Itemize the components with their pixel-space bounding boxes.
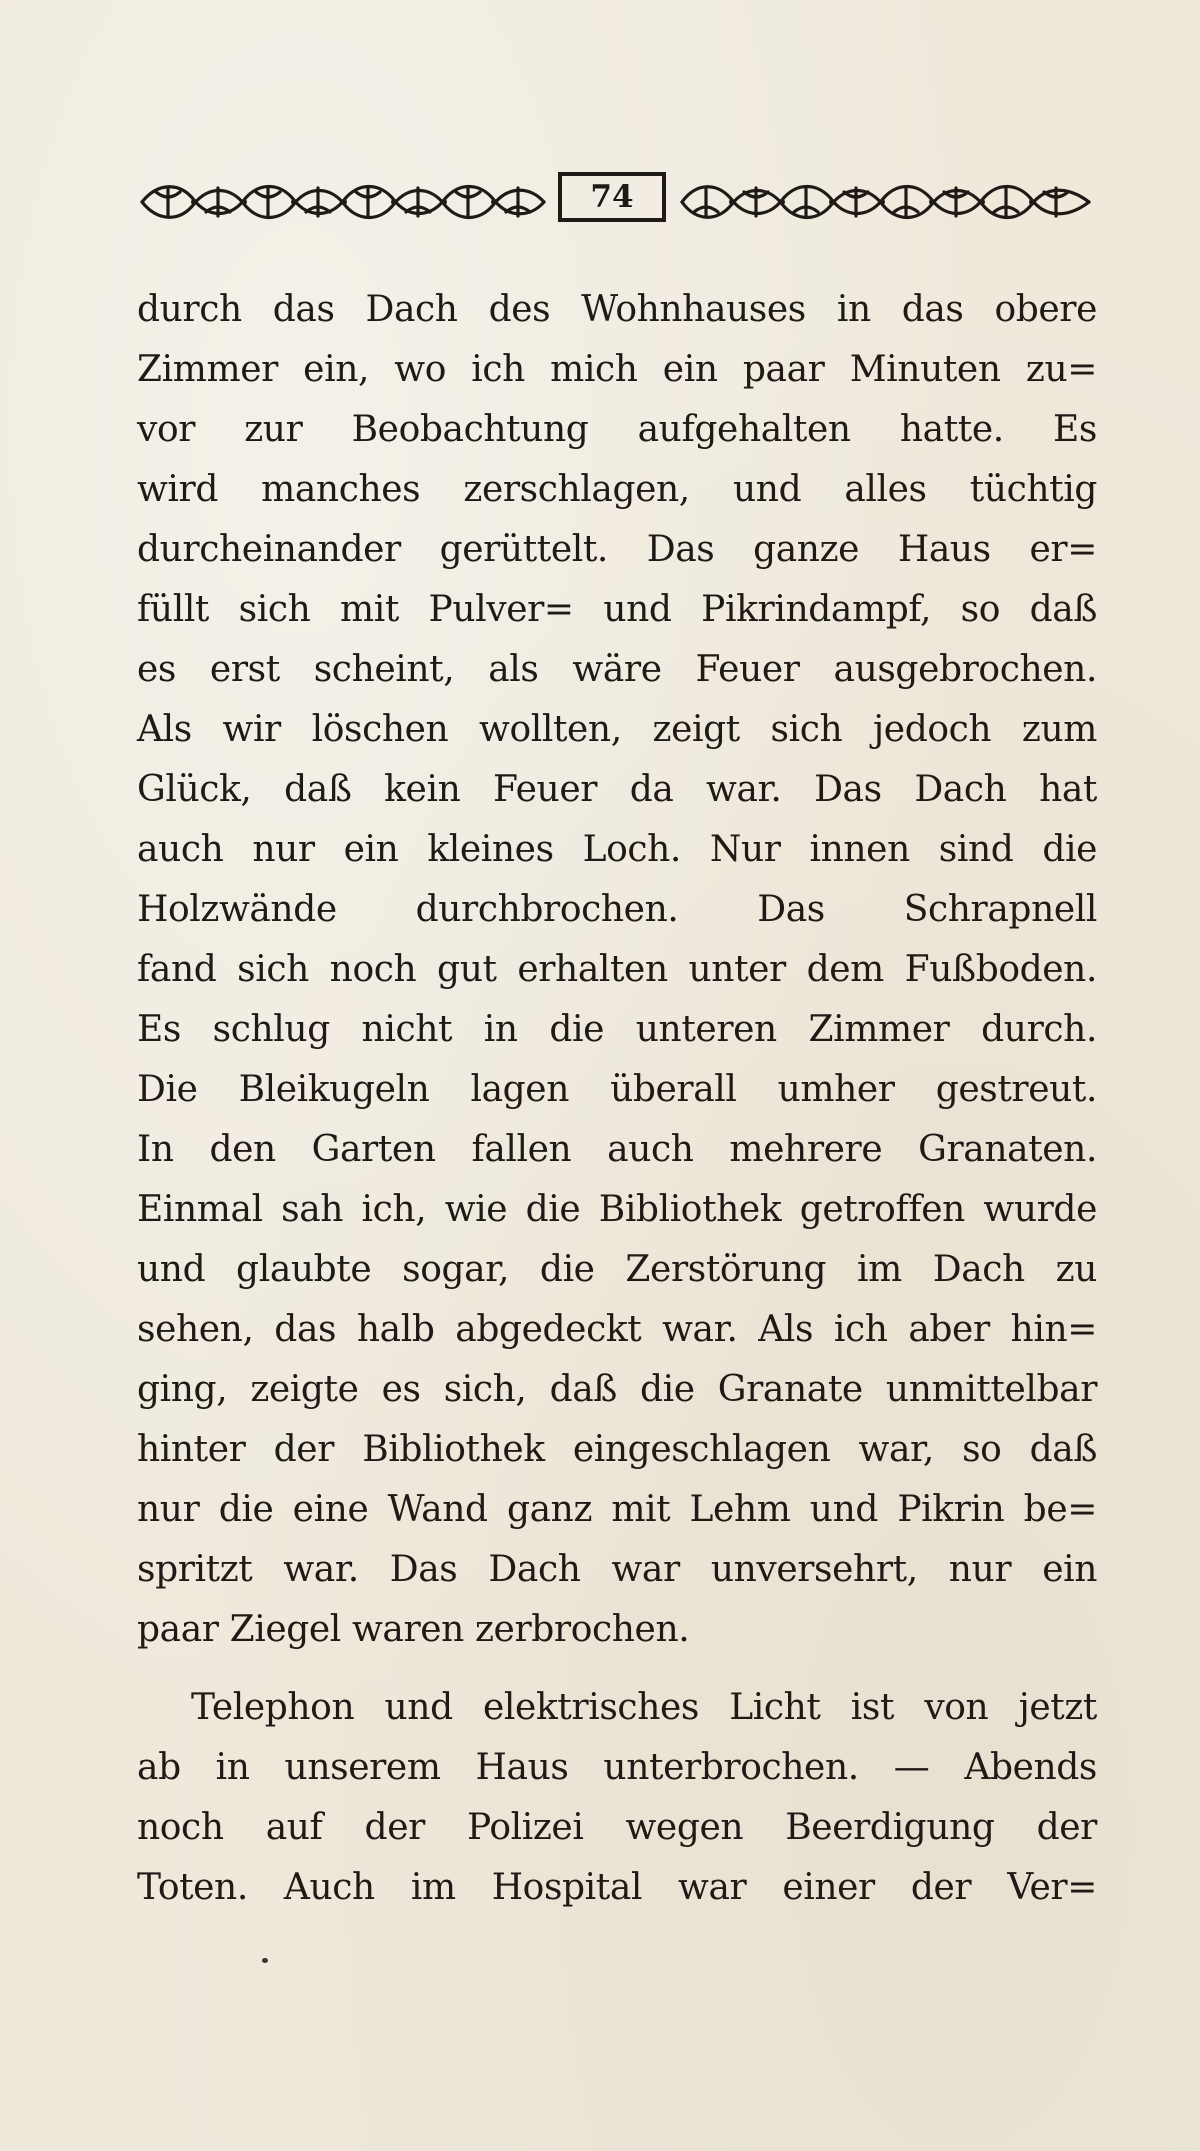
text-line: spritzt war. Das Dach war unversehrt, nur ein [137,1549,1097,1590]
text-line: noch auf der Polizei wegen Beerdigung der [137,1807,1097,1848]
text-line: ab in unserem Haus unterbrochen. — Abends [137,1747,1097,1788]
text-line: Zimmer ein, wo ich mich ein paar Minuten zu= [137,349,1097,390]
text-line: Es schlug nicht in die unteren Zimmer durch. [137,1009,1097,1050]
text-line: hinter der Bibliothek eingeschlagen war, so daß [137,1429,1097,1470]
body-text [137,280,1097,1918]
text-line: Die Bleikugeln lagen überall umher gestreut. [137,1069,1097,1110]
text-line: und glaubte sogar, die Zerstörung im Dach zu [137,1249,1097,1290]
ornament-right-icon [678,178,1093,224]
text-line: nur die eine Wand ganz mit Lehm und Pikrin be= [137,1489,1097,1530]
text-line: Toten. Auch im Hospital war einer der Ver= [137,1867,1097,1908]
paragraph-1 [137,280,1097,1660]
text-line: fand sich noch gut erhalten unter dem Fußboden. [137,949,1097,990]
text-line: Einmal sah ich, wie die Bibliothek getroffen wurde [137,1189,1097,1230]
text-line: sehen, das halb abgedeckt war. Als ich aber hin= [137,1309,1097,1350]
text-line: durch das Dach des Wohnhauses in das obere [137,289,1097,330]
text-line: es erst scheint, als wäre Feuer ausgebrochen. [137,649,1097,690]
text-line: füllt sich mit Pulver= und Pikrindampf, so daß [137,589,1097,630]
text-line: In den Garten fallen auch mehrere Granaten. [137,1129,1097,1170]
text-line: vor zur Beobachtung aufgehalten hatte. Es [137,409,1097,450]
paper-speck [262,1958,268,1963]
text-line: Holzwände durchbrochen. Das Schrapnell [137,889,1097,930]
text-line: auch nur ein kleines Loch. Nur innen sind die [137,829,1097,870]
text-line: wird manches zerschlagen, und alles tüchtig [137,469,1097,510]
page-header [138,172,1093,230]
page-number: 74 [558,172,666,222]
text-line: ging, zeigte es sich, daß die Granate unmittelbar [137,1369,1097,1410]
text-line: Glück, daß kein Feuer da war. Das Dach hat [137,769,1097,810]
ornament-left-icon [138,178,548,224]
text-line: Telephon und elektrisches Licht ist von jetzt [191,1687,1097,1728]
text-line: paar Ziegel waren zerbrochen. [137,1609,690,1650]
text-line: durcheinander gerüttelt. Das ganze Haus er= [137,529,1097,570]
paragraph-2 [137,1678,1097,1918]
text-line: Als wir löschen wollten, zeigt sich jedoch zum [137,709,1097,750]
